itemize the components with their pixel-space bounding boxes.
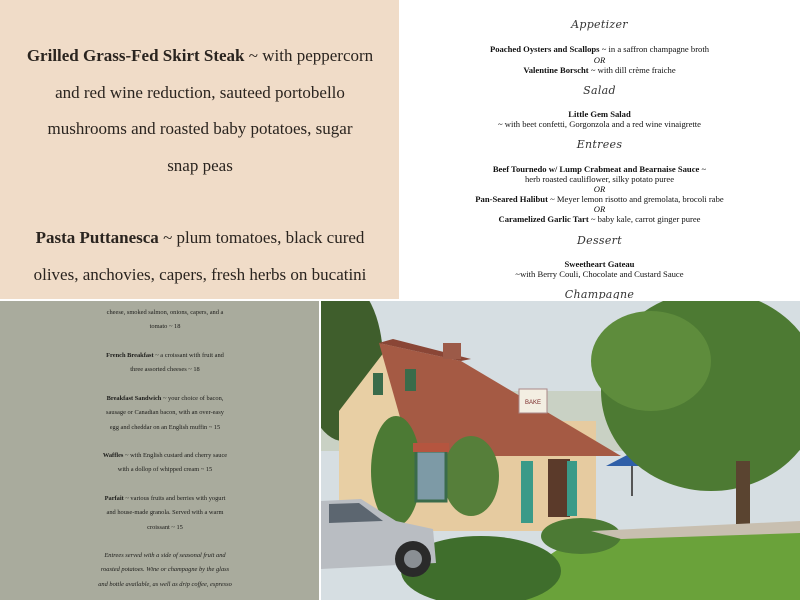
note-line: roasted potatoes. Wine or champagne by the glass — [100, 566, 230, 574]
dish-name: Pan-Seared Halibut — [475, 194, 548, 204]
section-heading-salad: Salad — [583, 84, 616, 97]
menu-item-waffles — [80, 449, 250, 478]
menu-line: ~ with beet confetti, Gorgonzola and a red wine vinaigrette — [497, 119, 702, 129]
section-heading-dessert: Dessert — [577, 234, 622, 247]
menu-line — [399, 65, 800, 75]
menu-line — [399, 194, 800, 204]
menu-item-bagel — [80, 306, 250, 335]
menu-line: ~with Berry Couli, Chocolate and Custard Sauce — [515, 269, 684, 279]
dish-desc: ~ Meyer lemon risotto and gremolata, brocoli rabe — [547, 194, 724, 204]
dish-desc: ~ with peppercorn — [244, 46, 374, 65]
dish-name: Breakfast Sandwich — [106, 395, 162, 402]
note-line: Entrees served with a side of seasonal fruit and — [104, 552, 226, 559]
menu-panel-mains — [0, 0, 399, 299]
menu-footnote — [80, 549, 250, 592]
dish-desc: ~ with English custard and cherry sauce — [123, 452, 228, 459]
menu-line — [399, 44, 800, 54]
dish-desc: sausage or Canadian bacon, with an over-easy — [106, 409, 224, 417]
dish-desc: with a dollop of whipped cream ~ 15 — [117, 466, 213, 474]
dish-desc: tomato ~ 18 — [149, 323, 181, 331]
or-label: OR — [593, 204, 606, 214]
section-heading-champagne: Champagne — [564, 288, 635, 299]
or-label: OR — [593, 55, 606, 65]
menu-line — [399, 259, 800, 269]
dish-desc: ~ various fruits and berries with yogurt — [123, 495, 226, 502]
dish-desc: olives, anchovies, capers, fresh herbs on bucatini — [33, 264, 367, 284]
dish-name: Waffles — [102, 452, 124, 459]
dish-desc: egg and cheddar on an English muffin ~ 15 — [109, 423, 221, 431]
dish-desc: ~ baby kale, carrot ginger puree — [588, 214, 701, 224]
menu-line — [399, 214, 800, 224]
dish-desc: and house-made granola. Served with a warm — [106, 509, 224, 517]
or-label: OR — [593, 184, 606, 194]
menu-line — [399, 164, 800, 174]
menu-panel-valentine — [399, 0, 800, 299]
note-line: and bottle available, as well as drip coffee, espresso — [98, 580, 232, 588]
dish-desc: ~ plum tomatoes, black cured — [158, 228, 365, 247]
menu-item-french-breakfast — [80, 349, 250, 378]
dish-desc: ~ — [699, 164, 707, 174]
dish-name: Poached Oysters and Scallops — [489, 44, 600, 54]
section-heading-entrees: Entrees — [576, 138, 623, 151]
dish-name: Beef Tournedo w/ Lump Crabmeat and Bearnaise Sauce — [492, 164, 700, 174]
menu-item-puttanesca — [14, 220, 386, 293]
cottage-illustration — [321, 301, 800, 600]
dish-name: French Breakfast — [106, 352, 154, 359]
menu-item-breakfast-sandwich — [80, 392, 250, 435]
photo-bakery-cottage — [321, 301, 800, 600]
dish-desc: ~ in a saffron champagne broth — [599, 44, 710, 54]
dish-name: Grilled Grass-Fed Skirt Steak — [26, 46, 245, 65]
menu-panel-breakfast — [0, 301, 319, 600]
dish-desc: snap peas — [167, 155, 233, 175]
dish-name: Valentine Borscht — [523, 65, 589, 75]
dish-name: Parfait — [104, 495, 124, 502]
section-heading-appetizer: Appetizer — [571, 18, 628, 31]
bakery-sign-text: BAKE — [524, 400, 542, 406]
dish-desc: mushrooms and roasted baby potatoes, sugar — [47, 119, 353, 138]
menu-line: herb roasted cauliflower, silky potato puree — [524, 174, 675, 184]
menu-item-skirt-steak — [14, 38, 386, 184]
dish-name: Pasta Puttanesca — [35, 228, 159, 247]
dish-desc: ~ a croissant with fruit and — [153, 352, 224, 359]
dish-name: Little Gem Salad — [568, 109, 631, 119]
dish-name: Caramelized Garlic Tart — [498, 214, 589, 224]
dish-desc: and red wine reduction, sauteed portobello — [55, 82, 345, 102]
dish-desc: cheese, smoked salmon, onions, capers, and a — [106, 309, 224, 316]
dish-desc: croissant ~ 15 — [147, 523, 183, 531]
dish-desc: three assorted cheeses ~ 18 — [130, 366, 200, 374]
dish-desc: ~ with dill crème fraiche — [588, 65, 676, 75]
menu-item-parfait — [80, 492, 250, 535]
dish-desc: ~ your choice of bacon, — [161, 395, 224, 402]
dish-name: Sweetheart Gateau — [564, 259, 635, 269]
menu-line — [399, 109, 800, 119]
